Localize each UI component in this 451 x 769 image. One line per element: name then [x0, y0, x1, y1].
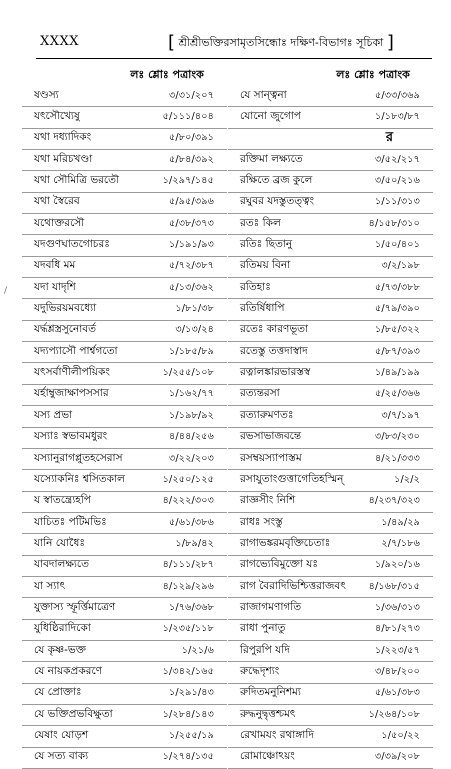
entry-term: যৎসৌখ্যেষু — [34, 110, 80, 123]
entry-reference: ১/২৯৭/১৪৫ — [162, 175, 214, 187]
entry-term: যে ভক্তিপ্রভবিক্ষুতা — [34, 707, 113, 720]
title-text: শ্রীশ্রীভক্তিরসামৃতসিন্ধোঃ দক্ষিণ-বিভাগঃ সূচিকা — [178, 36, 384, 49]
index-entry — [228, 641, 433, 662]
entry-term: যদগুণঘাতগোচরঃ — [34, 238, 110, 251]
entry-reference: ১/২৭৪/১৩৫ — [162, 751, 214, 763]
entry-term: যুক্তাস্য স্ফূর্ত্তিমাত্রেণ — [34, 600, 116, 613]
entry-reference: ৫/৭২/৩৮৭ — [168, 260, 214, 272]
entry-term: যাবদালক্ষ্যতে — [34, 558, 89, 571]
entry-term: যস্যোকনিঃ শ্বসিতকাল — [34, 472, 125, 485]
page-number: XXXX — [40, 34, 80, 49]
entry-term: যা স্যাৎ — [34, 579, 66, 592]
index-entry — [228, 684, 433, 705]
left-column-header: লঃ শ্লোঃ পত্রাংক — [130, 68, 204, 81]
index-entry — [228, 321, 433, 342]
entry-reference: ৩/৫০/২১৬ — [374, 175, 420, 187]
entry-reference: ৫/৭৯/৩৯০ — [374, 303, 420, 315]
index-entry — [22, 684, 227, 705]
entry-reference: ৩/১৩/২৪ — [175, 324, 214, 336]
entry-term: রাগভ্যেবিমুক্তো যঃ — [240, 558, 318, 571]
entry-reference: ৩/৩১/২০৭ — [168, 89, 214, 101]
index-entry — [228, 107, 433, 128]
entry-reference: ৫/৩৮/৩৭৩ — [168, 217, 214, 229]
entry-term: যদ্যপ্যাসৌ পার্শ্বগতো — [34, 344, 118, 357]
stray-mark: / — [4, 286, 8, 296]
index-entry — [22, 321, 227, 342]
entry-term: যে প্রোক্তাঃ — [34, 686, 82, 699]
entry-reference: ৫/৮৭/৩৯৩ — [374, 345, 420, 357]
index-entry — [228, 214, 433, 235]
entry-reference: ৫/৬১/৩৮৬ — [168, 516, 214, 528]
entry-term: যর্দ্ধশ্লস্ত্রসুনোবর্ত — [34, 323, 97, 336]
entry-term: যদবধি মম — [34, 259, 76, 272]
entry-term: রিপুরপি যদি — [240, 643, 290, 656]
index-entry — [228, 492, 433, 513]
entry-term: যৎসর্বাণীলীপয়িকং — [34, 366, 110, 379]
entry-term: যে সান্ত্বনা — [240, 88, 287, 101]
entry-reference: ৫/৭৩/৩৮৮ — [374, 281, 420, 293]
page-title — [168, 32, 430, 54]
index-entry — [22, 235, 227, 256]
right-column-header: লঃ শ্লোঃ পত্রাংক — [336, 68, 410, 81]
entry-reference: ৪/২২২/৩০৩ — [162, 495, 214, 507]
index-entry — [228, 470, 433, 491]
entry-reference: ৩/৪৮/২০০ — [374, 665, 420, 677]
index-entry — [22, 257, 227, 278]
entry-reference: ১/১৮৩/৮৭ — [374, 111, 420, 123]
entry-term: যানি যোধৈঃ — [34, 536, 85, 549]
entry-reference: ১/২৩৫/১১৮ — [162, 623, 214, 635]
entry-term: রত্যারুমণতঃ — [240, 408, 294, 421]
entry-term: রেখামযং রথাঙ্গাদি — [240, 728, 314, 741]
entry-reference: ১/১৯৮/৯২ — [168, 409, 214, 421]
entry-term: রুদ্ধেদৃশ্যং — [240, 664, 280, 677]
entry-reference: ৩/৮৩/২৩০ — [374, 431, 420, 443]
entry-reference: ১/২৫৫/১০৮ — [162, 367, 214, 379]
index-entry — [22, 406, 227, 427]
entry-reference: ১/২৯১/৪৩ — [168, 687, 214, 699]
entry-term: যর্হাম্বুজাক্ষাপসসার — [34, 387, 109, 400]
section-letter-row — [228, 129, 433, 150]
entry-term: যথোক্তরসৌ — [34, 216, 85, 229]
entry-term: রতেস্তু তত্তদাস্বাদ — [240, 344, 308, 357]
entry-term: রতির্ষিধাপি — [240, 302, 285, 315]
entry-reference: ৫/১১১/৪০৪ — [162, 111, 214, 123]
index-entry — [22, 193, 227, 214]
index-entry — [228, 534, 433, 555]
index-entry — [22, 214, 227, 235]
index-entry — [228, 662, 433, 683]
entry-reference: ৪/৪৪/২৫৬ — [168, 431, 214, 443]
left-index-column — [22, 86, 227, 769]
entry-term: যে নায়কপ্রকরণে — [34, 664, 103, 677]
entry-reference: ৫/১৩/৩৬২ — [168, 281, 214, 293]
entry-reference: ৪/১১১/২৮৭ — [162, 559, 214, 571]
index-entry — [22, 620, 227, 641]
entry-term: রাধঃ সংস্তু — [240, 515, 283, 528]
index-entry — [228, 342, 433, 363]
right-index-column — [228, 86, 433, 769]
index-entry — [228, 235, 433, 256]
entry-term: রতিঃ ছিতানু — [240, 238, 293, 251]
index-entry — [228, 86, 433, 107]
index-entry — [228, 748, 433, 769]
entry-term: যস্যাঃ স্বভাবমধুরং — [34, 430, 108, 443]
index-entry — [22, 278, 227, 299]
entry-reference: ৪/৮১/২৭৩ — [374, 623, 420, 635]
index-entry — [22, 641, 227, 662]
index-entry — [228, 428, 433, 449]
index-entry — [228, 385, 433, 406]
entry-term: ষণ্ডস্য — [34, 88, 59, 101]
index-entry — [22, 449, 227, 470]
entry-term: রাগ বৈরাদিভিশ্চিত্তরাজবৎ — [240, 579, 346, 592]
entry-term: যেষাং যোড়শ — [34, 728, 89, 741]
index-entry — [228, 556, 433, 577]
entry-reference: ৩/৩৯/২০৮ — [374, 751, 420, 763]
entry-reference: ১/১৯১/৯৩ — [168, 239, 214, 251]
entry-reference: ৪/১২৯/২৯৬ — [162, 580, 214, 592]
index-entry — [22, 171, 227, 192]
entry-reference: ১/২৮৪/১৪৩ — [162, 708, 214, 720]
entry-reference: ১/১৬২/৭৭ — [168, 388, 214, 400]
index-entry — [22, 299, 227, 320]
entry-term: রতেঃ কারণভূতা — [240, 323, 309, 336]
index-entry — [228, 171, 433, 192]
index-entry — [22, 598, 227, 619]
entry-term: যথা মরিচখণ্ডা — [34, 152, 93, 165]
title-bracket-close: ] — [386, 32, 394, 53]
entry-reference: ১/৩৪২/১৬৫ — [162, 665, 214, 677]
entry-term: যস্য প্রভা — [34, 408, 73, 421]
index-entry — [228, 577, 433, 598]
entry-term: রসাযুতাংগুত্তাগেতিহস্মিন্ — [240, 472, 344, 485]
header-rule — [36, 58, 432, 59]
index-entry — [228, 406, 433, 427]
entry-reference: ৫/৮০/৩৯১ — [168, 132, 214, 144]
entry-reference: ৫/৬১/৩৮৩ — [374, 687, 420, 699]
entry-reference: ৩/৫২/২১৭ — [374, 153, 420, 165]
entry-reference: ৫/২৫/৩৬৬ — [374, 388, 420, 400]
entry-term: রক্তিমা লক্ষ্যতে — [240, 152, 303, 165]
entry-reference: ৪/১৬৮/৩১৫ — [368, 580, 420, 592]
entry-term: রক্ষিতে ব্রজ কুলে — [240, 174, 313, 187]
entry-term: যুধিষ্ঠিরাদিকো — [34, 622, 91, 635]
entry-reference: ৩/৭/১৯৭ — [381, 409, 420, 421]
entry-reference: ৪/১৫৮/৩১০ — [368, 217, 420, 229]
entry-term: যথা স্বৈরেব — [34, 195, 80, 208]
index-entry — [228, 363, 433, 384]
index-entry — [22, 748, 227, 769]
entry-reference: ১/১৮৫/৮৯ — [169, 345, 214, 357]
index-entry — [22, 513, 227, 534]
index-entry — [22, 428, 227, 449]
index-entry — [22, 662, 227, 683]
index-entry — [22, 556, 227, 577]
index-entry — [22, 534, 227, 555]
entry-term: যে কৃষ্ণ-ভক্ত — [34, 643, 86, 656]
index-entry — [22, 577, 227, 598]
entry-reference: ৫/৮৪/৩৯২ — [168, 153, 214, 165]
entry-term: যথা দধ্যাদিকং — [34, 131, 92, 144]
entry-reference: ১/২/২ — [394, 473, 420, 485]
entry-reference: ১/২১/৬ — [181, 644, 214, 656]
index-entry — [22, 363, 227, 384]
entry-reference: ৪/২৩৭/৩২৩ — [368, 495, 420, 507]
index-entry — [22, 492, 227, 513]
entry-reference: ৩/২২/২০৩ — [168, 452, 214, 464]
entry-reference: ২/৭/১৮৬ — [381, 537, 420, 549]
entry-term: রত্নালঙ্কারভারস্তস্ব — [240, 366, 311, 379]
entry-reference: ১/৯২০/১৬ — [374, 559, 420, 571]
entry-term: রাধা পুনাতু — [240, 622, 286, 635]
entry-term: রঘুবর যদস্তুতত্ত্বং — [240, 195, 315, 208]
index-entry — [22, 726, 227, 747]
entry-reference: ১/৪৯/১৯৯ — [375, 367, 420, 379]
entry-term: রুদ্ধনুদ্বৃত্তশ্চমৎ — [240, 707, 296, 720]
entry-term: যাচিতঃ পটিমভিঃ — [34, 515, 107, 528]
entry-term: যদুভিরয়মবধ্যো — [34, 302, 97, 315]
entry-term: রতঃ কিল — [240, 216, 281, 229]
entry-term: যে সত্য বাক্য — [34, 750, 89, 763]
entry-reference: ১/২৫৫/১৯ — [168, 729, 214, 741]
index-entry — [228, 598, 433, 619]
index-entry — [22, 129, 227, 150]
entry-term: রাজাগমণাগতি — [240, 600, 302, 613]
index-entry — [22, 107, 227, 128]
index-entry — [22, 705, 227, 726]
index-entry — [228, 193, 433, 214]
entry-term: রভসাভাজবন্তে — [240, 430, 302, 443]
index-entry — [228, 449, 433, 470]
entry-reference: ১/৪৯/২৯ — [381, 516, 420, 528]
entry-term: যোনো জুগোপ — [240, 110, 301, 123]
entry-term: য স্বাতন্ত্র্যেহপি — [34, 494, 91, 507]
index-entry — [228, 299, 433, 320]
entry-reference: ১/২৫০/১২৫ — [162, 473, 214, 485]
index-entry — [228, 620, 433, 641]
entry-term: রোমাঞ্চোঽয়ং — [240, 750, 295, 763]
entry-reference: ১/৮৯/৪২ — [175, 537, 214, 549]
index-entry — [228, 278, 433, 299]
entry-term: রাজ্ঞসীং নিশি — [240, 494, 296, 507]
entry-reference: ১/৫০/৪০১ — [374, 239, 420, 251]
index-entry — [22, 470, 227, 491]
entry-term: যদা যাদৃশি — [34, 280, 76, 293]
entry-reference: ৫/৯৫/৩৯৬ — [168, 196, 214, 208]
index-entry — [22, 342, 227, 363]
entry-term: রসম্বয়স্যাপাস্তম — [240, 451, 302, 464]
entry-term: রাগাভঙ্করমবৃক্তিচেতাঃ — [240, 536, 331, 549]
page-header — [0, 0, 451, 64]
entry-reference: ৪/২১/৩৩৩ — [374, 452, 420, 464]
entry-reference: ১/২২৩/৫৭ — [374, 644, 420, 656]
entry-term: রত্যন্তরসা — [240, 387, 280, 400]
entry-term: যথা সৌমিত্রি ভরতৌ — [34, 174, 120, 187]
entry-term: যস্যানুরাগপ্লুতহসেরাস — [34, 451, 123, 464]
entry-term: রতিহাঃ — [240, 280, 271, 293]
entry-reference: ৩/২/১৯৮ — [381, 260, 420, 272]
index-entry — [22, 86, 227, 107]
entry-reference: ১/১১/৩১৩ — [374, 196, 420, 208]
index-entry — [228, 150, 433, 171]
entry-reference: ১/৫০/২২ — [381, 729, 420, 741]
index-entry — [22, 385, 227, 406]
index-entry — [228, 705, 433, 726]
entry-reference: ১/৭৬/৩৬৮ — [168, 601, 214, 613]
entry-term: রুদিতমনুনিশম্য — [240, 686, 301, 699]
entry-term: রতিময় বিনা — [240, 259, 291, 272]
index-entry — [228, 726, 433, 747]
index-entry — [22, 150, 227, 171]
entry-reference: ১/৮৫/৩২২ — [374, 324, 420, 336]
entry-reference: ১/৩৬/৩১৩ — [374, 601, 420, 613]
index-entry — [228, 513, 433, 534]
title-bracket-open: [ — [168, 32, 176, 53]
index-entry — [228, 257, 433, 278]
section-letter: র — [385, 130, 393, 146]
entry-reference: ১/২৬৪/১০৮ — [368, 708, 420, 720]
entry-reference: ১/৮১/৩৮ — [175, 303, 214, 315]
entry-reference: ৫/৩৩/৩৬৯ — [374, 89, 420, 101]
